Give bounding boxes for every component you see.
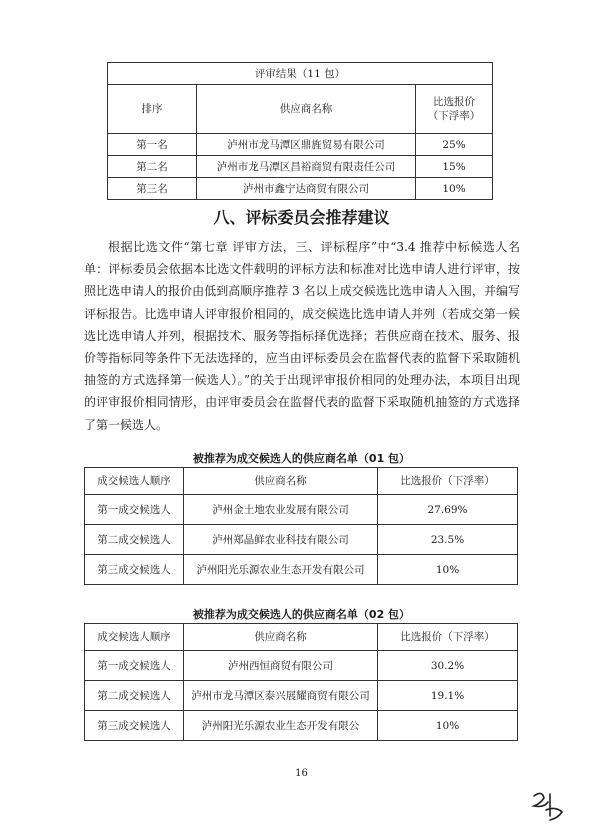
table-row: 第二成交候选人 泸州市龙马潭区泰兴展耀商贸有限公司 19.1% bbox=[85, 681, 518, 711]
header-price: 比选报价 （下浮率） bbox=[416, 85, 493, 134]
table-row: 第三成交候选人 泸州阳光乐源农业生态开发有限公 10% bbox=[85, 711, 518, 741]
package-02-caption: 被推荐为成交候选人的供应商名单（02 包） bbox=[192, 608, 411, 621]
table-row: 第一名 泸州市龙马潭区鼎旌贸易有限公司 25% bbox=[108, 134, 493, 156]
results-table-title: 评审结果（11 包） bbox=[108, 63, 493, 85]
table-row: 第三成交候选人 泸州阳光乐源农业生态开发有限公司 10% bbox=[85, 555, 518, 585]
header-supplier: 供应商名称 bbox=[197, 85, 416, 134]
section-heading: 八、评标委员会推荐建议 bbox=[213, 208, 390, 227]
table-row: 第二名 泸州市龙马潭区昌裕商贸有限责任公司 15% bbox=[108, 156, 493, 178]
header-price: 比选报价（下浮率） bbox=[378, 624, 518, 651]
package-02-table bbox=[84, 623, 518, 741]
handwritten-signature bbox=[528, 786, 568, 826]
header-supplier: 供应商名称 bbox=[184, 624, 378, 651]
table-row: 第一成交候选人 泸州金土地农业发展有限公司 27.69% bbox=[85, 495, 518, 525]
package-01-table bbox=[84, 467, 518, 585]
table-row: 第三名 泸州市鑫宁达商贸有限公司 10% bbox=[108, 178, 493, 200]
header-order: 成交候选人顺序 bbox=[85, 624, 184, 651]
header-price: 比选报价（下浮率） bbox=[378, 468, 518, 495]
table-row: 第一成交候选人 泸州西恒商贸有限公司 30.2% bbox=[85, 651, 518, 681]
header-rank: 排序 bbox=[108, 85, 197, 134]
header-supplier: 供应商名称 bbox=[184, 468, 378, 495]
header-order: 成交候选人顺序 bbox=[85, 468, 184, 495]
table-row: 第二成交候选人 泸州郑晶鲜农业科技有限公司 23.5% bbox=[85, 525, 518, 555]
results-table bbox=[107, 62, 493, 200]
body-paragraph: 根据比选文件“第七章 评审方法，三、评标程序”中“3.4 推荐中标候选人名单：评标委员会依据本比选文件载明的评标方法和标准对比选申请人进行评审，按照比选申请人的报价由低到高顺序推荐 3 名以上成交候选比选申请人入围，并编写评标报告。比选申请人评审报价相同的，成交候选比选申请人并列（若成交第一候选比选申请人并列，根据技术、服务等指标择优选择；若供应商在技术、服务、报价等指标同等条件下无法选择的，应当由评标委员会在监督代表的监督下采取随机抽签的方式选择第一候选人）。”的关于出现评审报价相同的处理办法，本项目出现的评审报价相同情形，由评审委员会在监督代表的监督下采取随机抽签的方式选择了第一候选人。 bbox=[84, 240, 520, 432]
page-number: 16 bbox=[295, 768, 308, 779]
package-01-caption: 被推荐为成交候选人的供应商名单（01 包） bbox=[192, 452, 411, 465]
